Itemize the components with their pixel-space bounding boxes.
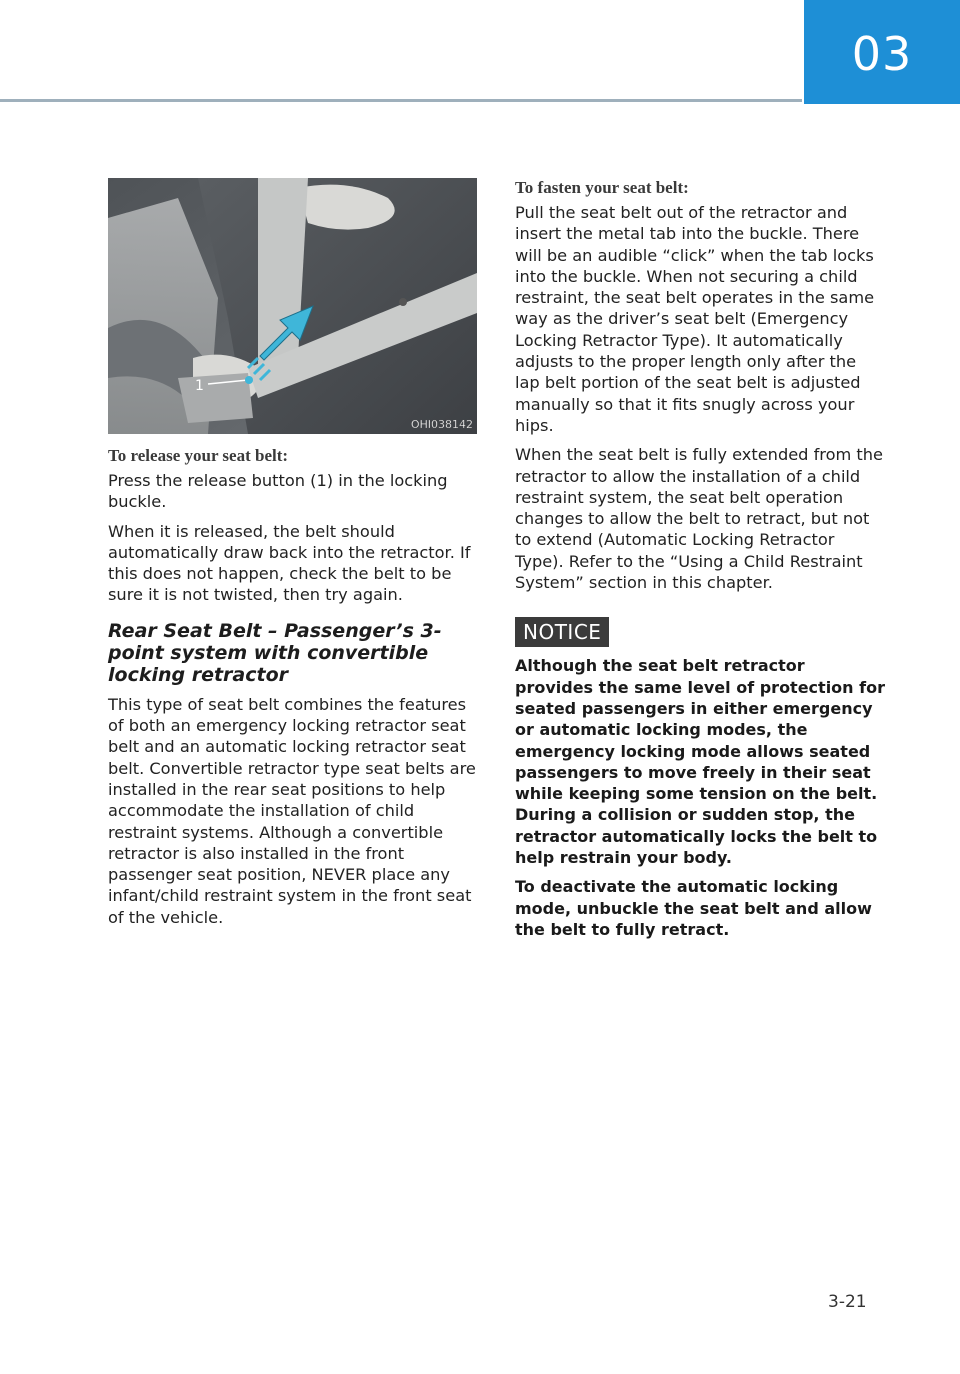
notice-paragraph-1: Although the seat belt retractor provides the same level of protection for seated passengers in either emergency or automatic locking modes, the emergency locking mode allows seated passengers to move freely in their seat while keeping some tension on the belt. During a collision or sudden stop, the retractor automatically locks the belt to help restrain your body. [515, 656, 885, 868]
figure-code: OHI038142 [410, 418, 473, 431]
release-paragraph-1: Press the release button (1) in the locking buckle. [108, 471, 448, 512]
fasten-paragraph-1: Pull the seat belt out of the retractor and insert the metal tab into the buckle. There will be an audible “click” when the tab locks into the buckle. When not securing a child restraint, the seat belt operates in the same way as the driver’s seat belt (Emergency Locking Retractor Type). It automatically adjusts to the proper length only after the lap belt portion of the seat belt is adjusted manually so that it fits snugly across your hips. [515, 203, 875, 435]
notice-paragraph-2: To deactivate the automatic locking mode, unbuckle the seat belt and allow the belt to fully retract. [515, 877, 872, 939]
chapter-number: 03 [851, 27, 913, 81]
release-paragraph-2: When it is released, the belt should automatically draw back into the retractor. If this does not happen, check the belt to be sure it is not twisted, then try again. [108, 521, 471, 605]
callout-label: 1 [195, 378, 204, 394]
fasten-paragraph-2: When the seat belt is fully extended from the retractor to allow the installation of a child restraint system, the seat belt operation changes to allow the belt to retract, but not to extend (Automatic Locking Retractor Type). Refer to the “Using a Child Restraint System” section in this chapter. [515, 445, 883, 593]
release-heading: To release your seat belt: [108, 446, 289, 465]
page-number: 3-21 [828, 1292, 867, 1312]
right-column [515, 178, 885, 948]
section-title: Rear Seat Belt – Passenger’s 3-point system with convertible locking retractor [108, 619, 442, 686]
fasten-heading: To fasten your seat belt: [515, 178, 689, 197]
header-rule [0, 99, 802, 102]
section-paragraph-1: This type of seat belt combines the features of both an emergency locking retractor seat belt and an automatic locking retractor seat belt. Convertible retractor type seat belts are installed in the rear seat positions to help accommodate the installation of child restraint systems. Although a convertible retractor is also installed in the front passenger seat position, NEVER place any infant/child restraint system in the front seat of the vehicle. [108, 694, 476, 927]
left-column [108, 178, 478, 936]
notice-badge: NOTICE [515, 617, 609, 647]
chapter-tab [804, 0, 960, 104]
seat-belt-illustration [108, 178, 477, 434]
seat-belt-release-figure [108, 178, 477, 434]
